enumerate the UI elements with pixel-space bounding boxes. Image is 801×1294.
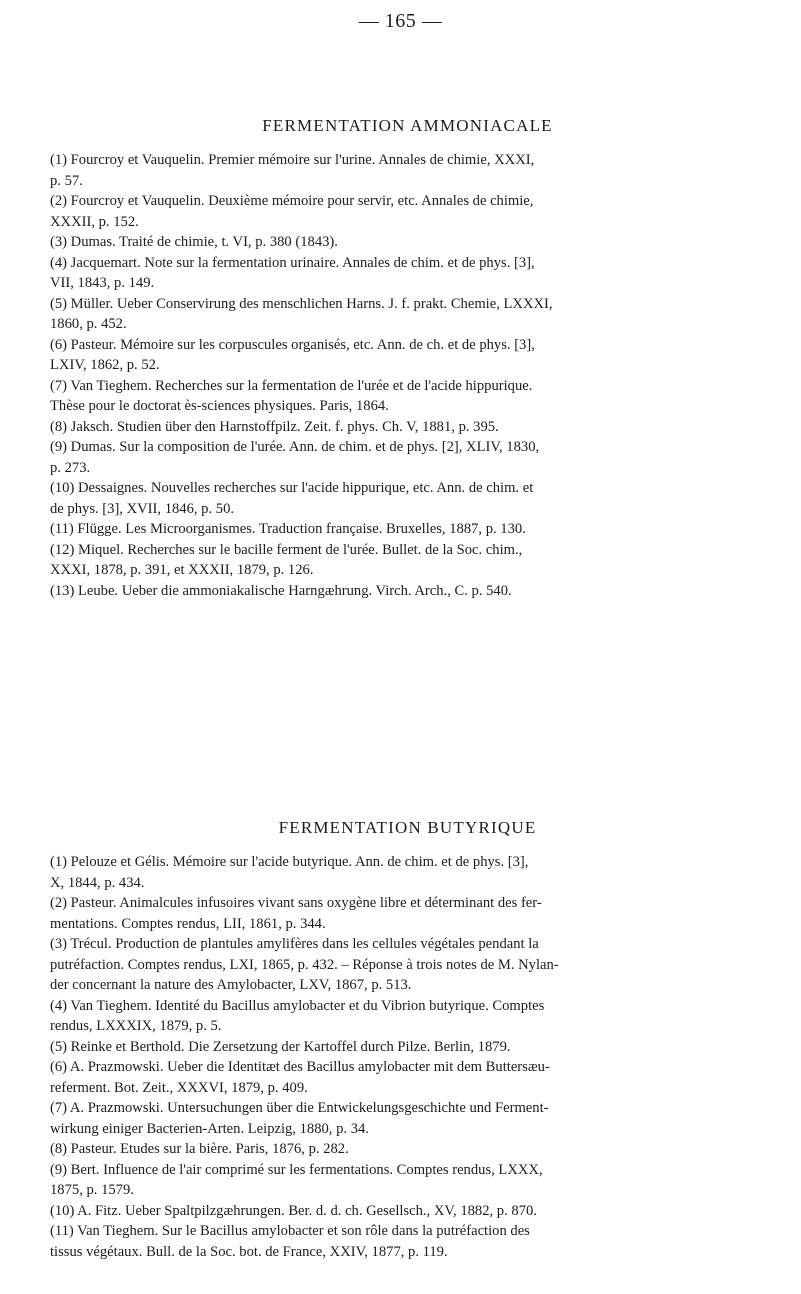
bib-line: (5) Reinke et Berthold. Die Zersetzung der Kartoffel durch Pilze. Berlin, 1879. — [50, 1038, 511, 1055]
page-number: — 165 — — [358, 10, 443, 32]
bib-line: (11) Van Tieghem. Sur le Bacillus amylobacter et son rôle dans la putréfaction des — [50, 1223, 530, 1239]
bib-line: (4) Van Tieghem. Identité du Bacillus amylobacter et du Vibrion butyrique. Comptes — [50, 997, 545, 1014]
bib-line: (10) A. Fitz. Ueber Spaltpilzgæhrungen. Ber. d. d. ch. Gesellsch., XV, 1882, p. 870. — [50, 1202, 537, 1219]
bib-line: (8) Jaksch. Studien über den Harnstoffpilz. Zeit. f. phys. Ch. V, 1881, p. 395. — [50, 418, 499, 435]
bibliography-butyrique — [50, 852, 765, 1262]
bib-line: XXXII, p. 152. — [50, 213, 139, 230]
bib-line: (9) Bert. Influence de l'air comprimé sur les fermentations. Comptes rendus, LXXX, — [50, 1161, 543, 1178]
bib-line: (7) Van Tieghem. Recherches sur la fermentation de l'urée et de l'acide hippurique. — [50, 377, 533, 394]
bib-line: tissus végétaux. Bull. de la Soc. bot. de France, XXIV, 1877, p. 119. — [50, 1243, 448, 1260]
bib-line: (7) A. Prazmowski. Untersuchungen über die Entwickelungsgeschichte und Ferment- — [50, 1100, 549, 1116]
bib-line: (12) Miquel. Recherches sur le bacille ferment de l'urée. Bullet. de la Soc. chim., — [50, 541, 523, 558]
bib-line: (2) Pasteur. Animalcules infusoires vivant sans oxygène libre et déterminant des fer- — [50, 895, 542, 911]
bib-line: der concernant la nature des Amylobacter, LXV, 1867, p. 513. — [50, 977, 412, 993]
bib-line: (6) Pasteur. Mémoire sur les corpuscules organisés, etc. Ann. de ch. et de phys. [3], — [50, 336, 535, 353]
bib-line: (2) Fourcroy et Vauquelin. Deuxième mémoire pour servir, etc. Annales de chimie, — [50, 193, 534, 209]
bib-line: referment. Bot. Zeit., XXXVI, 1879, p. 409. — [50, 1079, 308, 1096]
bib-line: de phys. [3], XVII, 1846, p. 50. — [50, 500, 235, 517]
bib-line: wirkung einiger Bacterien-Arten. Leipzig, 1880, p. 34. — [50, 1120, 369, 1137]
section-fermentation-butyrique — [50, 818, 765, 1262]
bib-line: X, 1844, p. 434. — [50, 874, 145, 891]
bib-line: LXIV, 1862, p. 52. — [50, 357, 160, 373]
bib-line: p. 57. — [50, 172, 83, 189]
section-fermentation-ammoniacale — [50, 116, 765, 601]
bib-line: (4) Jacquemart. Note sur la fermentation urinaire. Annales de chim. et de phys. [3], — [50, 254, 535, 271]
bib-line: putréfaction. Comptes rendus, LXI, 1865, p. 432. – Réponse à trois notes de M. Nylan- — [50, 956, 559, 973]
bib-line: mentations. Comptes rendus, LII, 1861, p. 344. — [50, 915, 326, 932]
bibliography-ammoniacale — [50, 150, 765, 601]
bib-line: (9) Dumas. Sur la composition de l'urée. Ann. de chim. et de phys. [2], XLIV, 1830, — [50, 439, 540, 455]
bib-line: (3) Dumas. Traité de chimie, t. VI, p. 380 (1843). — [50, 234, 338, 250]
bib-line: (1) Pelouze et Gélis. Mémoire sur l'acide butyrique. Ann. de chim. et de phys. [3], — [50, 854, 529, 870]
bib-line: (10) Dessaignes. Nouvelles recherches sur l'acide hippurique, etc. Ann. de chim. et — [50, 480, 534, 496]
bib-line: Thèse pour le doctorat ès-sciences physiques. Paris, 1864. — [50, 398, 389, 414]
bib-line: XXXI, 1878, p. 391, et XXXII, 1879, p. 126. — [50, 562, 314, 578]
bib-line: (6) A. Prazmowski. Ueber die Identitæt des Bacillus amylobacter mit dem Buttersæu- — [50, 1059, 550, 1075]
bib-line: rendus, LXXXIX, 1879, p. 5. — [50, 1018, 222, 1034]
bib-line: (13) Leube. Ueber die ammoniakalische Harngæhrung. Virch. Arch., C. p. 540. — [50, 582, 512, 599]
bib-line: VII, 1843, p. 149. — [50, 275, 155, 291]
section-title-butyrique: FERMENTATION BUTYRIQUE — [278, 818, 537, 837]
bib-line: 1860, p. 452. — [50, 316, 127, 332]
bib-line: (1) Fourcroy et Vauquelin. Premier mémoire sur l'urine. Annales de chimie, XXXI, — [50, 152, 535, 168]
bib-line: p. 273. — [50, 459, 91, 476]
bib-line: (3) Trécul. Production de plantules amylifères dans les cellules végétales pendant la — [50, 936, 539, 952]
bib-line: (8) Pasteur. Etudes sur la bière. Paris, 1876, p. 282. — [50, 1141, 349, 1157]
bib-line: (5) Müller. Ueber Conservirung des menschlichen Harns. J. f. prakt. Chemie, LXXXI, — [50, 295, 553, 312]
section-title-ammoniacale: FERMENTATION AMMONIACALE — [262, 116, 553, 135]
bib-line: 1875, p. 1579. — [50, 1182, 134, 1198]
bib-line: (11) Flügge. Les Microorganismes. Traduction française. Bruxelles, 1887, p. 130. — [50, 521, 526, 537]
